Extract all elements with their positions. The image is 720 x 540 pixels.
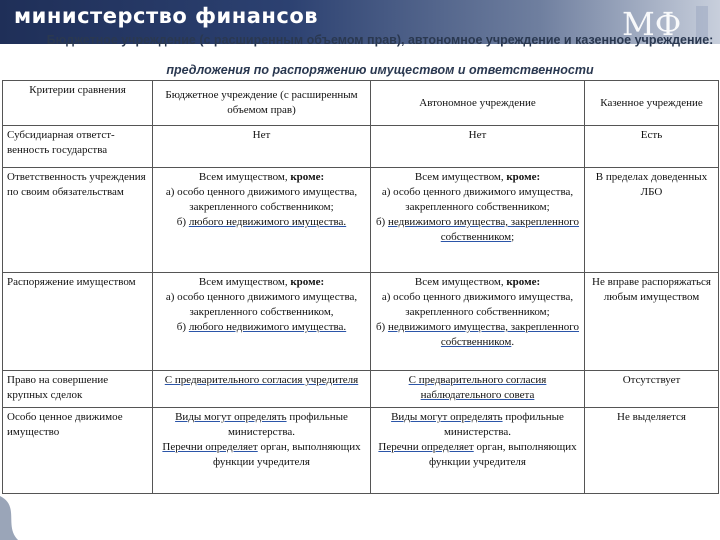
header-criteria: Критерии сравнения: [3, 81, 153, 126]
budget-realty-link[interactable]: любого недвижимого имущества.: [188, 216, 347, 228]
row-subsidiary-budget: Нет: [153, 126, 371, 168]
autonomous-realty-link[interactable]: недвижимого имущества, закрепленного собственником: [387, 216, 580, 243]
row-disposal-criteria: Распоряжение имуществом: [3, 273, 153, 371]
row-deals-criteria: Право на совершение крупных сделок: [3, 371, 153, 408]
row-valuable-criteria: Особо ценное движимое имущество: [3, 408, 153, 494]
table-header-row: [3, 81, 719, 126]
row-deals-budget: [153, 371, 371, 408]
page-subtitle: предложения по распоряжению имуществом и ответственности: [166, 63, 594, 77]
autonomous-kinds-link[interactable]: Виды могут определять: [391, 411, 503, 423]
table-row: [3, 408, 719, 494]
row-liability-autonomous: Всем имуществом, кроме: а) особо ценного движимого имущества, закрепленного собственником; б) недвижимого имущества, закрепленного собственником;: [371, 168, 585, 273]
decorative-wave: [0, 496, 24, 540]
row-disposal-state: Не вправе распоряжаться любым имуществом: [585, 273, 719, 371]
row-valuable-state: Не выделяется: [585, 408, 719, 494]
comparison-table: [2, 80, 719, 494]
row-subsidiary-autonomous: Нет: [371, 126, 585, 168]
budget-lists-link[interactable]: Перечни определяет: [162, 441, 258, 453]
header-budget: Бюджетное учреждение (с расширенным объемом прав): [153, 81, 371, 126]
row-subsidiary-state: Есть: [585, 126, 719, 168]
header-state: Казенное учреждение: [585, 81, 719, 126]
row-liability-criteria: Ответственность учреждения по своим обязательствам: [3, 168, 153, 273]
budget-deals-link[interactable]: С предварительного согласия учредителя: [164, 374, 359, 386]
row-deals-state: Отсутствует: [585, 371, 719, 408]
row-disposal-budget: Всем имуществом, кроме: а) особо ценного движимого имущества, закрепленного собственником, б) любого недвижимого имущества.: [153, 273, 371, 371]
table-row: [3, 371, 719, 408]
header-autonomous: Автономное учреждение: [371, 81, 585, 126]
autonomous-deals-link[interactable]: С предварительного согласия наблюдательного совета: [408, 374, 547, 401]
row-valuable-autonomous: Виды могут определять профильные министерства. Перечни определяет орган, выполняющих функции учредителя: [371, 408, 585, 494]
table-row: [3, 126, 719, 168]
row-liability-state: В пределах доведенных ЛБО: [585, 168, 719, 273]
row-subsidiary-criteria: Субсидиарная ответст-венность государства: [3, 126, 153, 168]
row-deals-autonomous: [371, 371, 585, 408]
autonomous-lists-link[interactable]: Перечни определяет: [378, 441, 474, 453]
ministry-brand: министерство финансов: [14, 4, 319, 28]
budget-disposal-realty-link[interactable]: любого недвижимого имущества.: [188, 321, 347, 333]
row-disposal-autonomous: Всем имуществом, кроме: а) особо ценного движимого имущества, закрепленного собственником; б) недвижимого имущества, закрепленного собственником.: [371, 273, 585, 371]
row-valuable-budget: Виды могут определять профильные министерства. Перечни определяет орган, выполняющих функции учредителя: [153, 408, 371, 494]
table-row: [3, 168, 719, 273]
page-title: Бюджетное учреждение (с расширенным объемом прав), автономное учреждение и казенное учреждение:: [46, 33, 714, 47]
table-row: [3, 273, 719, 371]
logo-monogram: МФ: [622, 5, 682, 42]
budget-kinds-link[interactable]: Виды могут определять: [175, 411, 287, 423]
row-liability-budget: Всем имуществом, кроме: а) особо ценного движимого имущества, закрепленного собственником; б) любого недвижимого имущества.: [153, 168, 371, 273]
autonomous-disposal-realty-link[interactable]: недвижимого имущества, закрепленного собственником: [387, 321, 580, 348]
